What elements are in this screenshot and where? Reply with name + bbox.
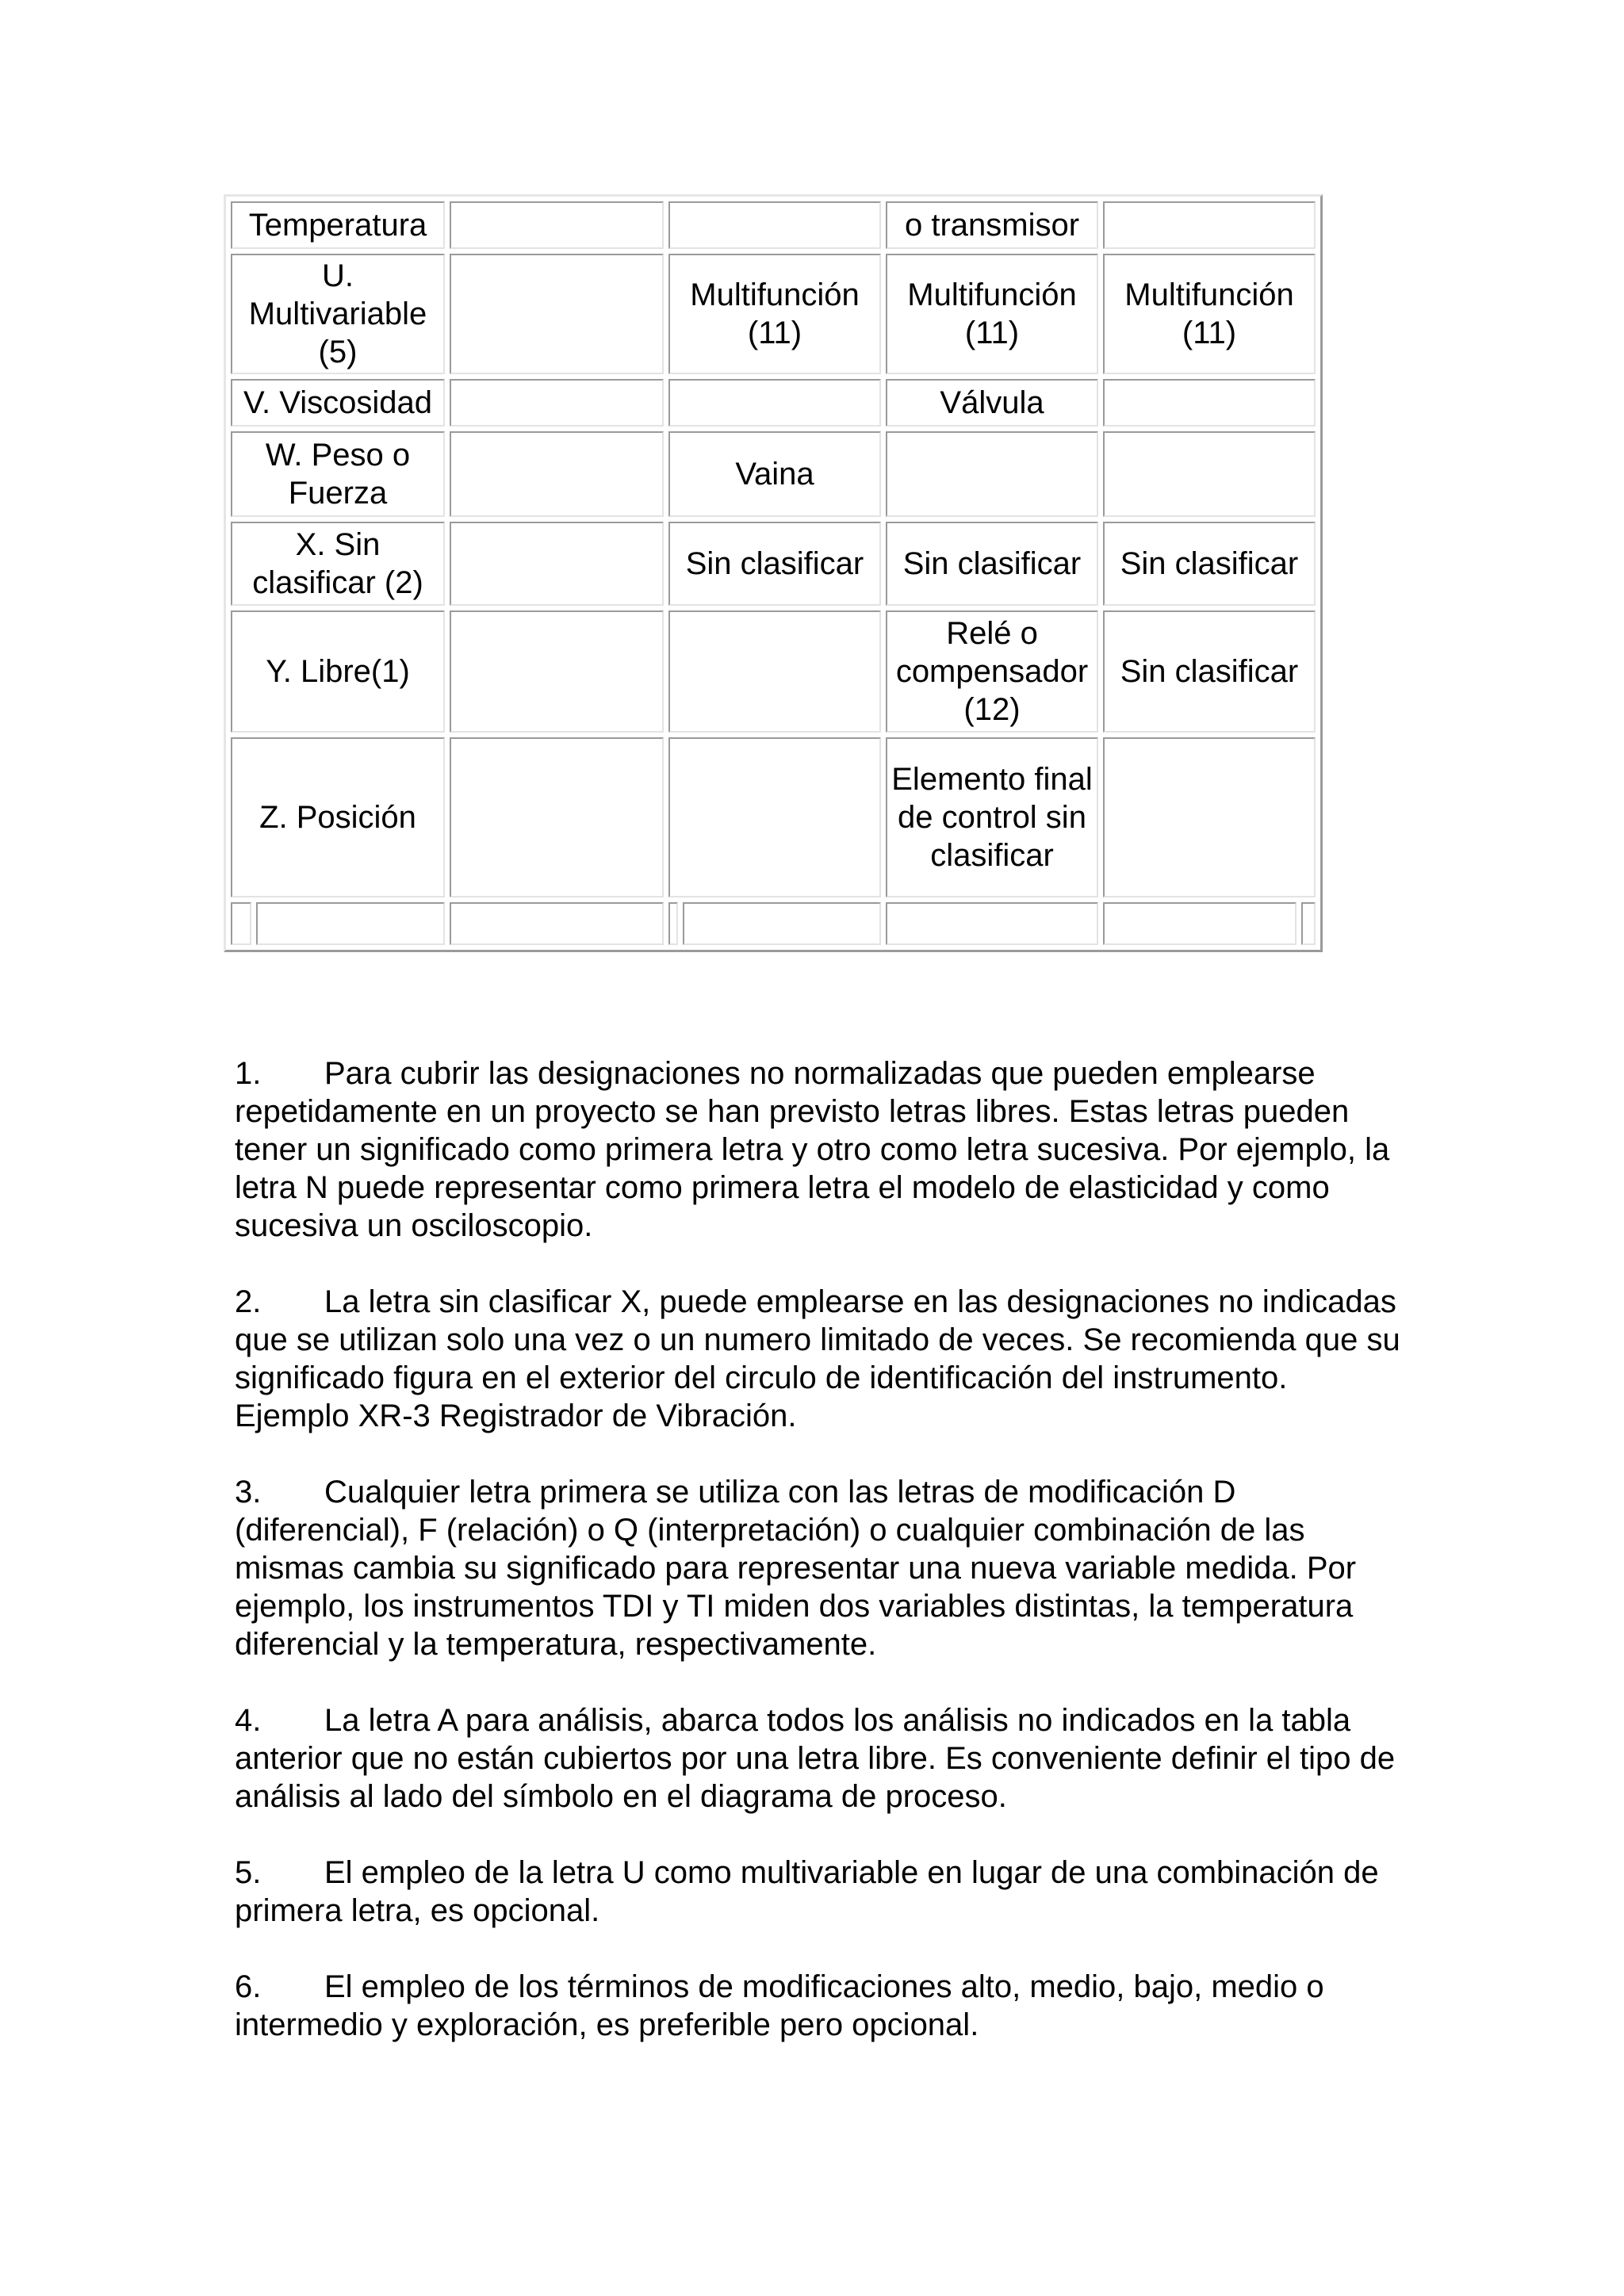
table-cell <box>668 379 881 427</box>
footnote-number: 1. <box>235 1056 262 1091</box>
table-cell: Sin clasificar <box>1103 522 1316 606</box>
table-cell: Sin clasificar <box>886 522 1098 606</box>
table-cell: Relé o compensador (12) <box>886 610 1098 733</box>
split-cell-part <box>683 902 881 945</box>
table-cell-empty <box>886 902 1098 945</box>
table-cell: Válvula <box>886 379 1098 427</box>
table-row <box>231 610 1316 733</box>
footnote-text: La letra A para análisis, abarca todos los análisis no indicados en la tabla anterior que no están cubiertos por una letra libre. Es conveniente definir el tipo de análisis al lado del símbolo en el diagrama de proceso. <box>235 1703 1396 1814</box>
table-cell: o transmisor <box>886 201 1098 249</box>
table-cell <box>1103 431 1316 517</box>
table-cell: V. Viscosidad <box>231 379 445 427</box>
footnote-2 <box>235 1283 1408 1435</box>
table-cell-empty <box>450 902 664 945</box>
split-cell-part <box>231 902 251 945</box>
table-cell: X. Sin clasificar (2) <box>231 522 445 606</box>
footnote-text: Para cubrir las designaciones no normalizadas que pueden emplearse repetidamente en un proyecto se han previsto letras libres. Estas letras pueden tener un significado como primera letra y otro como letra sucesiva. Por ejemplo, la letra N puede representar como primera letra el modelo de elasticidad y como sucesiva un osciloscopio. <box>235 1056 1390 1243</box>
table-row <box>231 379 1316 427</box>
instrument-letters-table <box>224 194 1323 952</box>
footnote-text: Cualquier letra primera se utiliza con las letras de modificación D (diferencial), F (relación) o Q (interpretación) o cualquier combinación de las mismas cambia su significado para representar una nueva variable medida. Por ejemplo, los instrumentos TDI y TI miden dos variables distintas, la temperatura diferencial y la temperatura, respectivamente. <box>235 1475 1357 1662</box>
footnote-4 <box>235 1701 1408 1816</box>
split-cell-part <box>256 902 445 945</box>
table-row <box>231 431 1316 517</box>
table-row <box>231 201 1316 249</box>
table-cell <box>450 254 664 374</box>
table-row <box>231 254 1316 374</box>
table-row-empty <box>231 902 1316 945</box>
table-cell: U. Multivariable (5) <box>231 254 445 374</box>
table-cell: Vaina <box>668 431 881 517</box>
table-cell <box>450 522 664 606</box>
table-cell <box>450 201 664 249</box>
footnotes <box>235 1054 1408 2082</box>
table-cell: Y. Libre(1) <box>231 610 445 733</box>
footnote-6 <box>235 1968 1408 2044</box>
table-cell <box>668 610 881 733</box>
table-cell <box>1103 379 1316 427</box>
footnote-text: La letra sin clasificar X, puede emplearse en las designaciones no indicadas que se utilizan solo una vez o un numero limitado de veces. Se recomienda que su significado figura en el exterior del circulo de identificación del instrumento. Ejemplo XR-3 Registrador de Vibración. <box>235 1284 1400 1433</box>
split-cell <box>668 902 881 945</box>
table-cell: Multifunción (11) <box>886 254 1098 374</box>
table-cell: Multifunción (11) <box>1103 254 1316 374</box>
table-cell <box>1103 201 1316 249</box>
table-cell: Sin clasificar <box>668 522 881 606</box>
table-cell-empty <box>1103 902 1316 945</box>
footnote-number: 5. <box>235 1855 262 1890</box>
table-cell <box>450 737 664 897</box>
split-cell-part <box>1103 902 1297 945</box>
table-cell-empty <box>231 902 445 945</box>
table-cell: Elemento final de control sin clasificar <box>886 737 1098 897</box>
table-cell: Multifunción (11) <box>668 254 881 374</box>
footnote-text: El empleo de los términos de modificaciones alto, medio, bajo, medio o intermedio y exploración, es preferible pero opcional. <box>235 1969 1324 2042</box>
table-cell <box>450 610 664 733</box>
split-cell <box>1103 902 1316 945</box>
table-cell-empty <box>668 902 881 945</box>
table-cell: Z. Posición <box>231 737 445 897</box>
table-cell: Temperatura <box>231 201 445 249</box>
table-cell <box>450 431 664 517</box>
table-cell <box>886 431 1098 517</box>
table-cell <box>1103 737 1316 897</box>
table-row <box>231 737 1316 897</box>
split-cell-part <box>1301 902 1316 945</box>
table-cell <box>668 201 881 249</box>
footnote-3 <box>235 1473 1408 1663</box>
footnote-1 <box>235 1054 1408 1245</box>
table-cell <box>450 379 664 427</box>
footnote-text: El empleo de la letra U como multivariable en lugar de una combinación de primera letra, es opcional. <box>235 1855 1379 1928</box>
table-row <box>231 522 1316 606</box>
table-cell <box>668 737 881 897</box>
footnote-number: 3. <box>235 1475 262 1510</box>
footnote-number: 6. <box>235 1969 262 2004</box>
table-cell: Sin clasificar <box>1103 610 1316 733</box>
table-cell: W. Peso o Fuerza <box>231 431 445 517</box>
footnote-number: 2. <box>235 1284 262 1319</box>
footnote-5 <box>235 1854 1408 1930</box>
split-cell-part <box>668 902 678 945</box>
split-cell <box>231 902 445 945</box>
footnote-number: 4. <box>235 1703 262 1738</box>
